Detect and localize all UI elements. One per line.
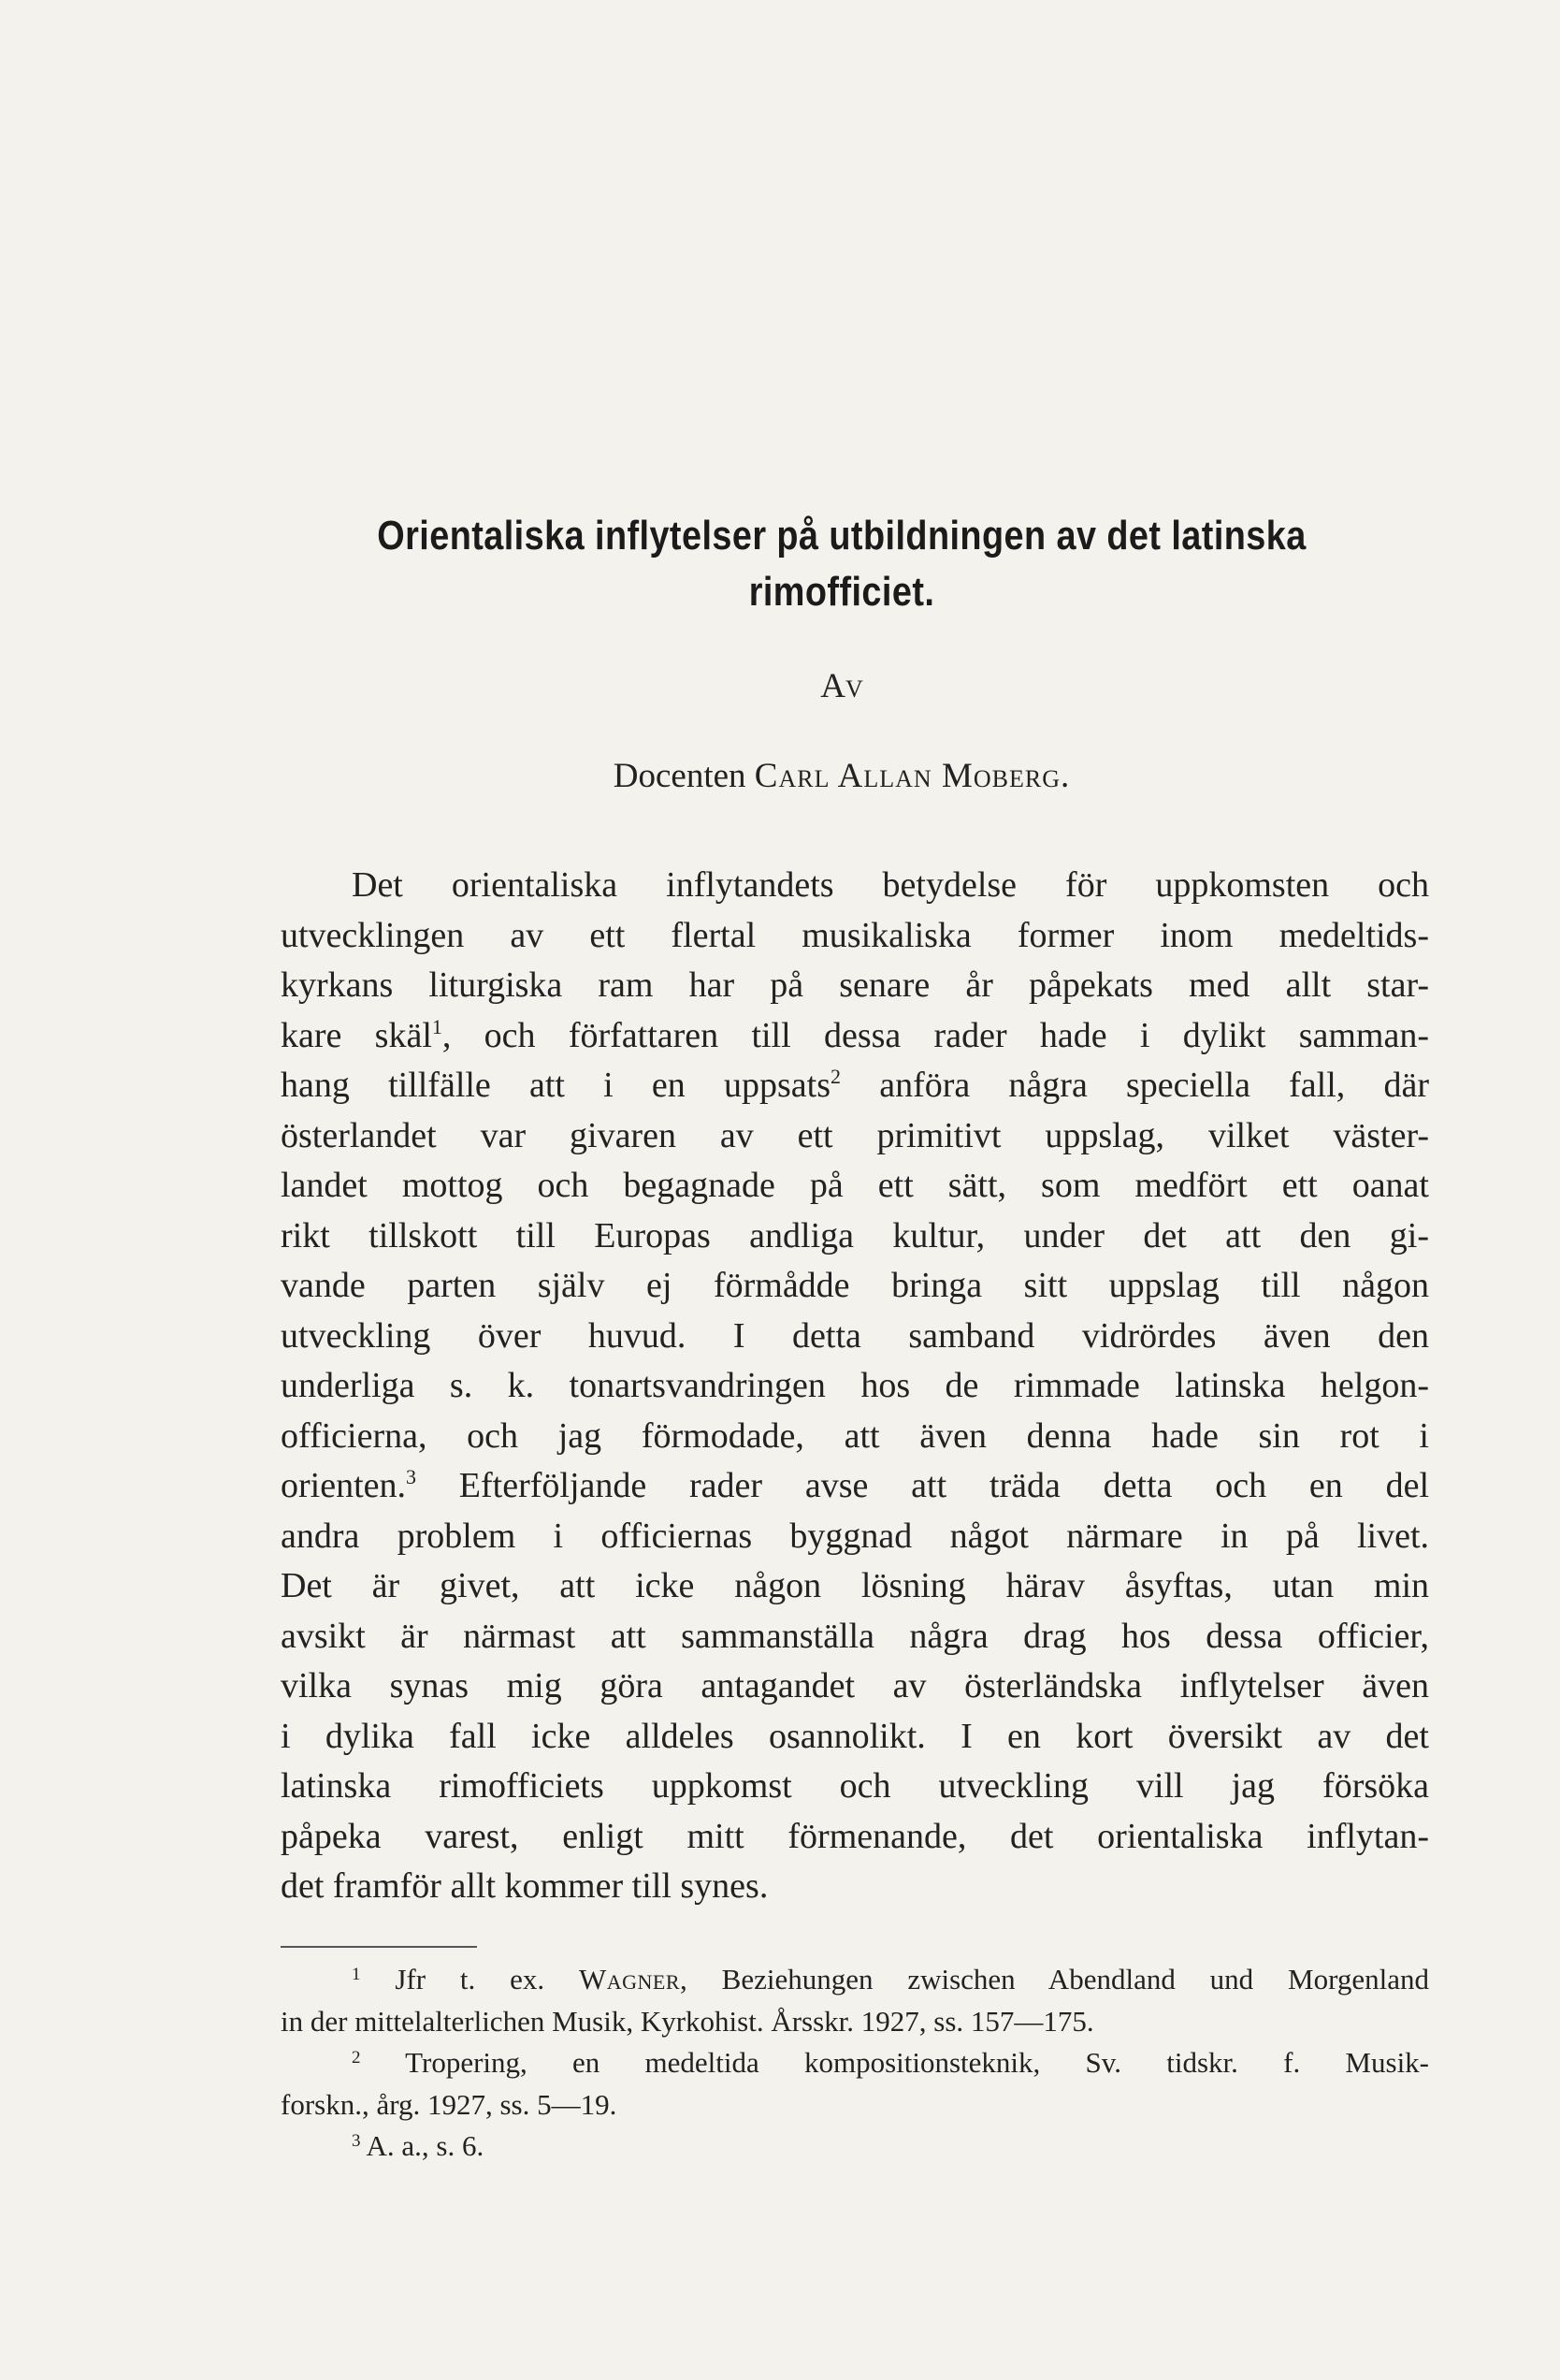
footnotes [281, 1959, 1429, 2168]
byline-author-line [187, 756, 1496, 796]
footnote-3-mark: 3 [352, 2131, 361, 2151]
byline-av: Av [820, 667, 863, 705]
body-line: Det är givet, att icke någon lösning härav åsyftas, utan min [281, 1566, 1429, 1605]
footnote-2-line [281, 2042, 1429, 2084]
body-line: landet mottog och begagnade på ett sätt, som medfört ett oanat [281, 1166, 1429, 1205]
body-text-fragment: orienten. [281, 1466, 407, 1505]
body-line [281, 1011, 1429, 1062]
body-line: underliga s. k. tonartsvandringen hos de rimmade latinska helgon- [281, 1366, 1429, 1405]
footnote-text-fragment: Tropering, en medeltida kompositionsteknik, Sv. tidskr. f. Musik- [360, 2046, 1429, 2079]
footnote-1-line [281, 1959, 1429, 2001]
body-text-fragment: , och författaren till dessa rader hade i dylikt samman- [441, 1015, 1429, 1055]
footnote-1-line: in der mittelalterlichen Musik, Kyrkohist. Årsskr. 1927, ss. 157—175. [281, 2004, 1094, 2038]
byline-prefix: Docenten [613, 757, 755, 795]
body-line: i dylika fall icke alldeles osannolikt. I en kort översikt av det [281, 1716, 1429, 1756]
body-line [281, 1061, 1429, 1111]
footnote-ref-2: 2 [831, 1065, 841, 1088]
body-text-fragment: kare skäl [281, 1015, 432, 1055]
body-text-fragment: hang tillfälle att i en uppsats [281, 1066, 831, 1105]
body-line: påpeka varest, enligt mitt förmenande, det orientaliska inflytan- [281, 1816, 1429, 1856]
body-line [281, 1461, 1429, 1512]
footnote-text-fragment: Jfr t. ex. [360, 1963, 579, 1995]
footnote-text-fragment: A. a., s. 6. [360, 2129, 484, 2162]
body-line: andra problem i officiernas byggnad något närmare in på livet. [281, 1516, 1429, 1556]
body-line: Det orientaliska inflytandets betydelse för uppkomsten och [352, 865, 1429, 905]
body-line: utvecklingen av ett flertal musikaliska former inom medeltids- [281, 915, 1429, 955]
body-line: vilka synas mig göra antagandet av österländska inflytelser även [281, 1666, 1429, 1705]
footnote-divider [281, 1946, 477, 1948]
author-name: Carl Allan Moberg. [754, 757, 1071, 795]
footnote-author: Wagner [579, 1963, 681, 1995]
body-line: vande parten själv ej förmådde bringa sitt uppslag till någon [281, 1266, 1429, 1305]
footnote-text-fragment: , Beziehungen zwischen Abendland und Morgenland [680, 1963, 1429, 1995]
footnote-ref-3: 3 [406, 1465, 417, 1488]
footnote-2-mark: 2 [352, 2048, 361, 2068]
body-text-fragment: anföra några speciella fall, där [841, 1066, 1429, 1105]
body-line: utveckling över huvud. I detta samband vidrördes även den [281, 1315, 1429, 1356]
body-line: avsikt är närmast att sammanställa några drag hos dessa officier, [281, 1616, 1429, 1656]
body-line: kyrkans liturgiska ram har på senare år påpekats med allt star- [281, 965, 1429, 1005]
body-line: officierna, och jag förmodade, att även denna hade sin rot i [281, 1415, 1429, 1456]
article-title-line-2: rimofficiet. [748, 569, 935, 615]
footnote-3-line [281, 2126, 1429, 2168]
article-title-line-1: Orientaliska inflytelser på utbildningen av det latinska [377, 513, 1307, 559]
footnote-1-mark: 1 [352, 1965, 361, 1984]
body-line: latinska rimofficiets uppkomst och utveckling vill jag försöka [281, 1766, 1429, 1806]
body-line: rikt tillskott till Europas andliga kultur, under det att den gi- [281, 1215, 1429, 1255]
body-paragraph [281, 861, 1429, 1912]
body-text-fragment: Efterföljande rader avse att träda detta och en del [416, 1466, 1429, 1505]
body-line: det framför allt kommer till synes. [281, 1866, 769, 1906]
body-line: österlandet var givaren av ett primitivt uppslag, vilket väster- [281, 1115, 1429, 1155]
footnote-2-line: forskn., årg. 1927, ss. 5—19. [281, 2087, 617, 2121]
footnote-ref-1: 1 [431, 1014, 442, 1038]
